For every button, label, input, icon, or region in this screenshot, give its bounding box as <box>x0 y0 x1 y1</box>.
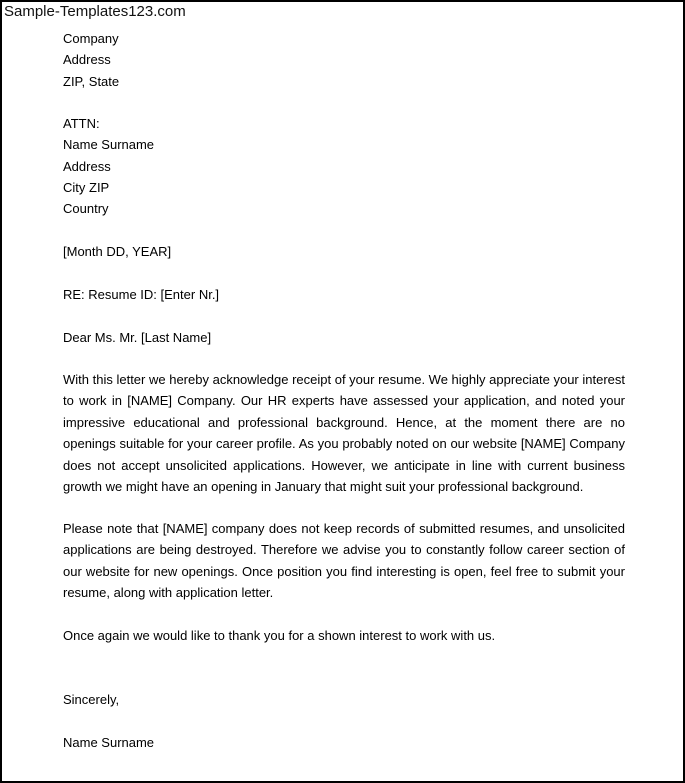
salutation: Dear Ms. Mr. [Last Name] <box>63 330 212 345</box>
recipient-city-zip: City ZIP <box>63 179 110 195</box>
sender-address <box>63 28 625 92</box>
recipient-attn: ATTN: <box>63 116 100 131</box>
sender-address-line: Address <box>63 52 111 68</box>
body-paragraph-1: With this letter we hereby acknowledge receipt of your resume. We highly appreciate your interest to work in [NAME] Company. Our HR experts have assessed your application, and noted your impressive educational and professional background. Hence, at the moment there are no openings suitable for your career profile. As you probably noted on our website [NAME] Company does not accept unsolicited applications. However, we anticipate in line with current business growth we might have an opening in January that might suit your professional background. <box>63 372 625 495</box>
recipient-country: Country <box>63 201 109 217</box>
watermark: Sample-Templates123.com <box>4 3 186 20</box>
recipient-address <box>63 113 625 219</box>
closing: Sincerely, <box>63 692 120 707</box>
letter-date: [Month DD, YEAR] <box>63 244 172 259</box>
recipient-address-line: Address <box>63 158 111 174</box>
recipient-name: Name Surname <box>63 137 155 153</box>
body-paragraph-2: Please note that [NAME] company does not keep records of submitted resumes, and unsolicited applications are being destroyed. Therefore we advise you to constantly follow career section of our website for new openings. Once position you find interesting is open, feel free to submit your resume, along with application letter. <box>63 521 625 601</box>
sender-company: Company <box>63 31 119 46</box>
signature-name: Name Surname <box>63 735 155 750</box>
body-paragraph-3: Once again we would like to thank you for a shown interest to work with us. <box>63 628 496 643</box>
sender-zip-state: ZIP, State <box>63 73 120 89</box>
letter-subject: RE: Resume ID: [Enter Nr.] <box>63 287 220 302</box>
